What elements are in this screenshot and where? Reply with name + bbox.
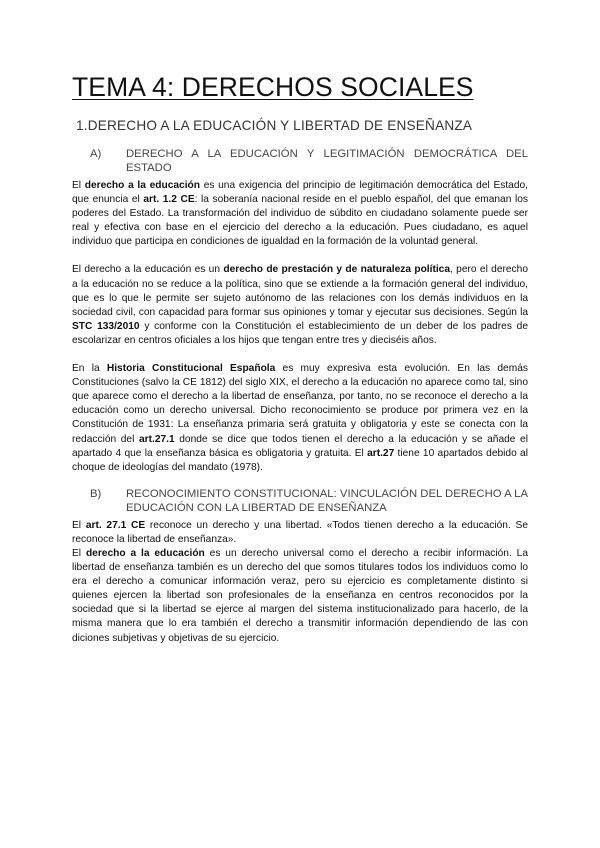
bold-term: Historia Constitucional Española xyxy=(106,363,276,375)
paragraph: El derecho a la educación es una exigencia del principio de legitimación democrática del Estado, que enuncia el art. 1.2 CE: la soberanía nacional reside en el pueblo español, del que emanan los poderes del Estado. La transformación del individuo de súbdito en ciudadano solamente puede ser real y efectiva con base en el ejercicio del derecho a la educación. Pues ciudadano, es aquel individuo que participa en condiciones de igualdad en la formación de la voluntad general. xyxy=(72,180,528,248)
paragraph: El art. 27.1 CE reconoce un derecho y una libertad. «Todos tienen derecho a la educación. Se reconoce la libertad de enseñanza». xyxy=(72,519,528,545)
subsection-title: RECONOCIMIENTO CONSTITUCIONAL: VINCULACIÓN DEL DERECHO A LA EDUCACIÓN CON LA LIBERTAD DE ENSEÑANZA xyxy=(126,487,528,514)
paragraph: En la Historia Constitucional Española es muy expresiva esta evolución. En las demás Constituciones (salvo la CE 1812) del siglo XIX, el derecho a la educación no aparece como tal, sino que aparece como el derecho a la libertad de enseñanza, por tanto, no se reconoce el derecho a la educación como un derecho universal. Dicho reconocimiento se produce por primera vez en la Constitución de 1931: La enseñanza primaria será gratuita y obligatoria y este se conecta con la redacción del art.27.1 donde se dice que todos tienen el derecho a la educación y se añade el apartado 4 que la enseñanza básica es obligatoria y gratuita. El art.27 tiene 10 apartados debido al choque de ideologías del mandato (1978). xyxy=(72,363,528,473)
bold-term: STC 133/2010 xyxy=(72,320,140,332)
section-heading: 1.DERECHO A LA EDUCACIÓN Y LIBERTAD DE ENSEÑANZA xyxy=(76,118,473,133)
subsection-number: A) xyxy=(90,148,102,160)
bold-term: art. 1.2 CE xyxy=(143,194,195,206)
bold-term: art.27 xyxy=(367,447,395,459)
subsection-heading-b xyxy=(72,487,528,515)
subsection-title: DERECHO A LA EDUCACIÓN Y LEGITIMACIÓN DEMOCRÁTICA DEL ESTADO xyxy=(126,148,528,174)
bold-term: derecho a la educación xyxy=(85,547,205,559)
page-title: TEMA 4: DERECHOS SOCIALES xyxy=(72,72,474,102)
paragraph: El derecho a la educación es un derecho de prestación y de naturaleza política, pero el derecho a la educación no se reduce a la política, sino que se extiende a la formación general del individuo, que es lo que le permite ser sujeto autónomo de las relaciones con los demás individuos en la sociedad civil, con capacidad para formar sus opiniones y tomar y ejecutar sus decisiones. Según la STC 133/2010 y conforme con la Constitución el establecimiento de un deber de los padres de escolarizar en centros oficiales a los hijos que tengan entre tres y dieciséis años. xyxy=(72,264,528,346)
bold-term: art. 27.1 CE xyxy=(85,519,146,531)
subsection-number: B) xyxy=(90,487,102,500)
bold-term: derecho de prestación y de naturaleza política xyxy=(223,264,451,276)
bold-term: art.27.1 xyxy=(138,433,175,445)
paragraph: El derecho a la educación es un derecho universal como el derecho a recibir información. La libertad de enseñanza también es un derecho del que somos titulares todos los individuos como lo era el derecho a comunicar información veraz, pero su ejercicio es completamente distinto si quienes ejercen la libertad son profesionales de la enseñanza en centros reconocidos por la sociedad que si la libertad se ejerce al margen del sistema institucionalizado para hacerlo, de la misma manera que lo era también el derecho a transmitir información dependiendo de las con diciones subjetivas y objetivas de su ejercicio. xyxy=(72,547,529,644)
bold-term: derecho a la educación xyxy=(84,180,200,191)
subsection-heading-a xyxy=(72,147,528,175)
document-page xyxy=(72,70,528,646)
